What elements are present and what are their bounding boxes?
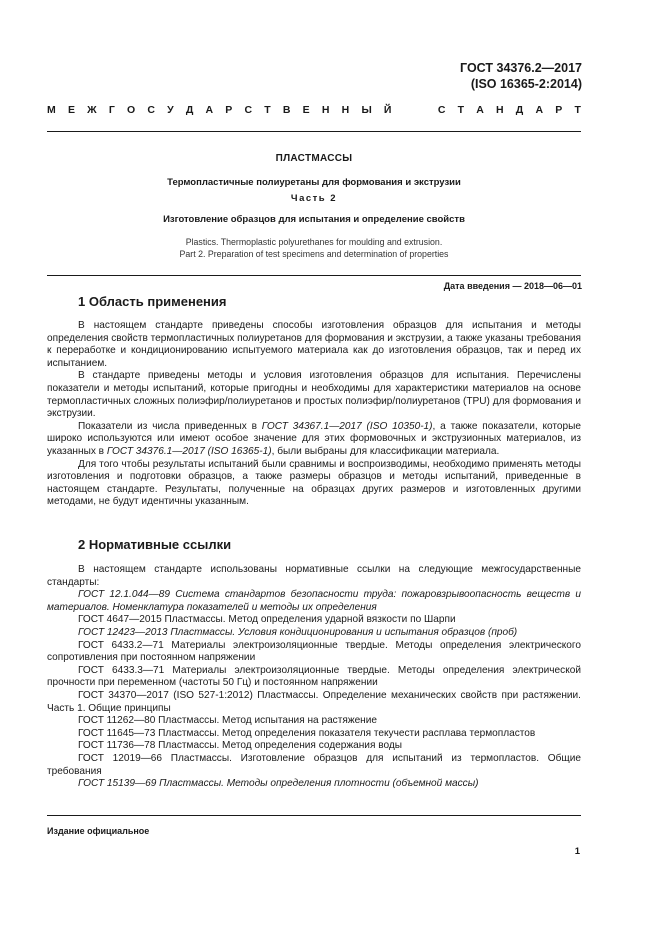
normative-reference-item: ГОСТ 34370—2017 (ISO 527-1:2012) Пластмассы. Определение механических свойств при растяжении. Часть 1. Общие принципы — [47, 689, 581, 714]
normative-reference-item: ГОСТ 4647—2015 Пластмассы. Метод определения ударной вязкости по Шарпи — [78, 614, 456, 626]
section1-paragraph-1: В настоящем стандарте приведены способы изготовления образцов для испытания и методы определения свойств термопластичных полиуретанов для формования и экструзии, а также указаны требования к переработке и кондиционированию испытуемого материала как до изготовления образцов, так и перед их испытанием. — [47, 320, 582, 369]
edition-label: Издание официальное — [47, 826, 150, 836]
title-main: ПЛАСТМАССЫ — [275, 153, 353, 164]
banner-letter: Р — [225, 104, 233, 116]
p3-text-c: , были выбраны для классификации материала. — [271, 445, 500, 457]
section1-paragraph-3 — [47, 421, 581, 459]
normative-reference-item: ГОСТ 15139—69 Пластмассы. Методы определения плотности (объемной массы) — [78, 778, 479, 790]
p3-text-b: , а также показатели, которые широко используются или имеют особое значение для этих формовочных и экструзионных материалов, из указанных в — [47, 420, 581, 457]
p3-reference-1: ГОСТ 34367.1—2017 (ISO 10350-1) — [261, 420, 433, 432]
banner-letter: О — [126, 104, 136, 116]
banner-letter: С — [147, 104, 155, 116]
section1-paragraph-2: В стандарте приведены методы и условия изготовления образцов для испытания. Перечислены показатели и методы испытаний, которые пригодны и необходимы для характеристики материалов на основе термопластичных сложных полиэфир/полиуретанов и простых полиэфир/полиуретанов (TPU) для формования и экструзии. — [47, 370, 581, 420]
title-rule — [47, 275, 581, 276]
banner-letter: Т — [574, 104, 581, 116]
section2-heading: 2 Нормативные ссылки — [78, 537, 232, 552]
normative-reference-item: ГОСТ 12423—2013 Пластмассы. Условия кондиционирования и испытания образцов (проб) — [78, 626, 518, 638]
title-section: Изготовление образцов для испытания и определение свойств — [163, 214, 465, 225]
banner-letter: Е — [302, 104, 310, 116]
title-english-line1: Plastics. Thermoplastic polyurethanes for moulding and extrusion. — [185, 237, 443, 247]
banner-letter: Н — [341, 104, 350, 116]
banner-letter: Ж — [87, 104, 97, 116]
normative-reference-item: ГОСТ 6433.3—71 Материалы электроизоляционные твердые. Методы определения электрической прочности при переменном (частоты 50 Гц) и постоянном напряжении — [47, 664, 581, 689]
banner-letter: Т — [264, 104, 271, 116]
banner-letter: А — [205, 104, 214, 116]
p3-reference-2: ГОСТ 34376.1—2017 (ISO 16365-1) — [106, 445, 272, 457]
normative-reference-item: ГОСТ 11736—78 Пластмассы. Метод определения содержания воды — [78, 740, 402, 752]
banner-letter: А — [476, 104, 484, 116]
page-number: 1 — [574, 846, 580, 857]
normative-reference-item: ГОСТ 12019—66 Пластмассы. Изготовление образцов для испытаний из термопластов. Общие требования — [47, 752, 581, 777]
section2-body — [47, 564, 581, 791]
banner-letter: Ы — [361, 104, 372, 116]
banner-letter: А — [535, 104, 544, 116]
title-english — [47, 236, 581, 260]
normative-reference-item: ГОСТ 6433.2—71 Материалы электроизоляционные твердые. Методы определения электрического сопротивления при постоянном напряжении — [47, 639, 581, 664]
title-english-line2: Part 2. Preparation of test specimens and determination of properties — [179, 249, 449, 259]
banner-letter: С — [437, 104, 446, 116]
standard-code-gost: ГОСТ 34376.2—2017 — [460, 61, 582, 75]
title-sub: Термопластичные полиуретаны для формования и экструзии — [167, 177, 461, 188]
normative-reference-item: ГОСТ 11645—73 Пластмассы. Метод определения показателя текучести расплава термопластов — [78, 727, 536, 739]
interstate-standard-banner — [47, 104, 581, 116]
banner-letter: В — [282, 104, 291, 116]
section1-body — [47, 320, 581, 509]
banner-letter: Й — [383, 104, 392, 116]
banner-letter: У — [167, 104, 174, 116]
normative-reference-item: ГОСТ 11262—80 Пластмассы. Метод испытания на растяжение — [78, 715, 378, 727]
header-rule — [47, 131, 581, 132]
normative-references-list — [47, 589, 581, 791]
title-part: Часть 2 — [290, 193, 338, 204]
section1-heading: 1 Область применения — [78, 294, 227, 309]
footer-rule — [47, 815, 581, 816]
banner-letter: Д — [185, 104, 194, 116]
banner-letter: Н — [321, 104, 330, 116]
banner-letter: Т — [457, 104, 465, 116]
introduction-date: Дата введения — 2018—06—01 — [443, 281, 582, 291]
section1-paragraph-4: Для того чтобы результаты испытаний были сравнимы и воспроизводимы, необходимо применять методы изготовления и подготовки образцов, а также размеры образцов и методы испытаний, приведенные в настоящем стандарте. Результаты, полученные на образцах других размеров и изготовленных другими методами, не будут идентичны указанным. — [47, 458, 581, 508]
p3-text-a: Показатели из числа приведенных в — [78, 420, 262, 432]
normative-reference-item: ГОСТ 12.1.044—89 Система стандартов безопасности труда: пожаровзрывоопасность веществ и материалов. Номенклатура показателей и методы их определения — [47, 589, 581, 613]
banner-letter: Г — [108, 104, 115, 116]
banner-letter — [404, 104, 426, 116]
banner-letter: М — [47, 104, 56, 116]
banner-letter: Д — [515, 104, 524, 116]
standard-code — [460, 60, 582, 92]
standard-code-iso: (ISO 16365-2:2014) — [470, 77, 582, 91]
banner-letter: Е — [67, 104, 75, 116]
banner-letter: С — [244, 104, 253, 116]
section2-intro: В настоящем стандарте использованы нормативные ссылки на следующие межгосударственные стандарты: — [47, 564, 581, 588]
banner-letter: Н — [496, 104, 504, 116]
banner-letter: Р — [555, 104, 563, 116]
